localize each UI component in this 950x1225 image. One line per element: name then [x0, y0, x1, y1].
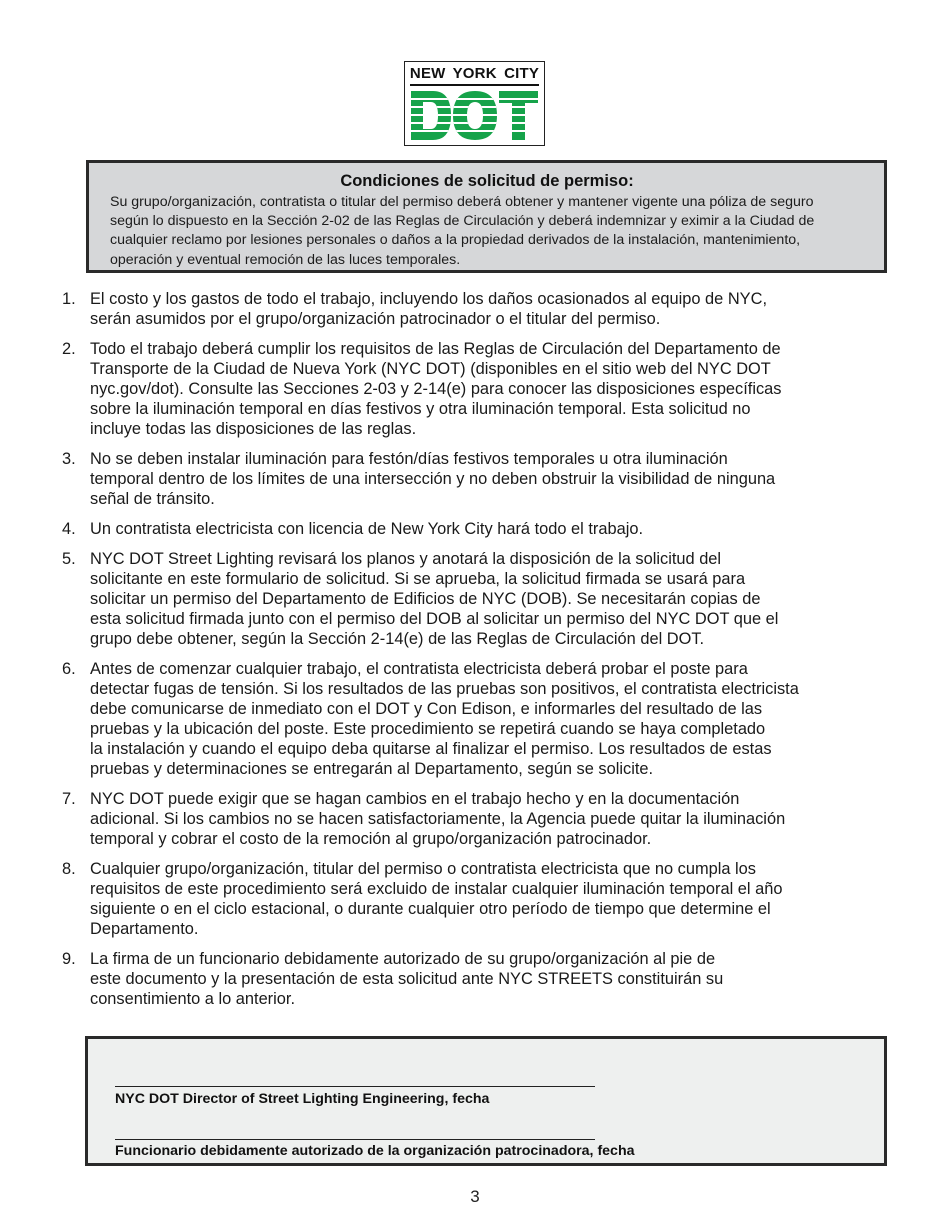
- list-item: [62, 659, 892, 779]
- list-item: [62, 289, 892, 329]
- director-signature-label: NYC DOT Director of Street Lighting Engineering, fecha: [115, 1091, 490, 1107]
- list-item-line: nyc.gov/dot). Consulte las Secciones 2-03 y 2-14(e) para conocer las disposiciones específicas: [90, 380, 782, 398]
- list-item-line: temporal y cobrar el costo de la remoción al grupo/organización patrocinador.: [90, 830, 652, 848]
- list-item: [62, 549, 892, 649]
- list-item-line: señal de tránsito.: [90, 490, 215, 508]
- list-item-number: 9.: [62, 950, 76, 968]
- list-item-line: serán asumidos por el grupo/organización patrocinador o el titular del permiso.: [90, 310, 661, 328]
- list-item: [62, 859, 892, 939]
- list-item-number: 8.: [62, 860, 76, 878]
- list-item-line: requisitos de este procedimiento será excluido de instalar cualquier iluminación temporal el año: [90, 880, 783, 898]
- conditions-line: operación y eventual remoción de las luces temporales.: [110, 251, 461, 268]
- list-item: [62, 449, 892, 509]
- permit-conditions-box: [86, 160, 887, 273]
- list-item-line: la instalación y cuando el equipo deba quitarse al finalizar el permiso. Los resultados de estas: [90, 740, 772, 758]
- dot-logo-mark: [409, 89, 540, 142]
- list-item-line: El costo y los gastos de todo el trabajo, incluyendo los daños ocasionados al equipo de NYC,: [90, 290, 767, 308]
- list-item-line: debe comunicarse de inmediato con el DOT y Con Edison, e informarles del resultado de las: [90, 700, 763, 718]
- list-item-line: No se deben instalar iluminación para festón/días festivos temporales u otra iluminación: [90, 450, 728, 468]
- director-signature-line[interactable]: [115, 1086, 595, 1087]
- list-item-line: este documento y la presentación de esta solicitud ante NYC STREETS constituirán su: [90, 970, 724, 988]
- list-item: [62, 789, 892, 849]
- conditions-title: Condiciones de solicitud de permiso:: [340, 172, 634, 190]
- list-item-line: Departamento.: [90, 920, 199, 938]
- logo-rule: [410, 84, 539, 86]
- official-signature-label: Funcionario debidamente autorizado de la organización patrocinadora, fecha: [115, 1143, 635, 1159]
- list-item-line: Transporte de la Ciudad de Nueva York (NYC DOT) (disponibles en el sitio web del NYC DOT: [90, 360, 771, 378]
- list-item-line: temporal dentro de los límites de una intersección y no deben obstruir la visibilidad de ninguna: [90, 470, 776, 488]
- list-item-line: La firma de un funcionario debidamente autorizado de su grupo/organización al pie de: [90, 950, 716, 968]
- conditions-line: Su grupo/organización, contratista o titular del permiso deberá obtener y mantener vigente una póliza de seguro: [110, 194, 814, 210]
- logo-top-text: NEW YORK CITY: [409, 65, 540, 82]
- list-item: [62, 519, 892, 539]
- list-item-line: NYC DOT Street Lighting revisará los planos y anotará la disposición de la solicitud del: [90, 550, 722, 568]
- list-item-line: grupo debe obtener, según la Sección 2-14(e) de las Reglas de Circulación del DOT.: [90, 630, 705, 648]
- list-item-line: Todo el trabajo deberá cumplir los requisitos de las Reglas de Circulación del Departamento de: [90, 340, 781, 358]
- list-item-number: 5.: [62, 550, 76, 568]
- list-item: [62, 339, 892, 439]
- list-item-line: esta solicitud firmada junto con el permiso del DOB al solicitar un permiso del NYC DOT que el: [90, 610, 779, 628]
- list-item-number: 6.: [62, 660, 76, 678]
- list-item-number: 7.: [62, 790, 76, 808]
- page-number: 3: [470, 1187, 480, 1206]
- list-item-number: 2.: [62, 340, 76, 358]
- list-item-number: 3.: [62, 450, 76, 468]
- list-item-line: Un contratista electricista con licencia de New York City hará todo el trabajo.: [90, 520, 644, 538]
- list-item-line: Cualquier grupo/organización, titular del permiso o contratista electricista que no cumpla los: [90, 860, 756, 878]
- list-item-number: 1.: [62, 290, 76, 308]
- list-item-line: incluye todas las disposiciones de las reglas.: [90, 420, 417, 438]
- list-item-line: adicional. Si los cambios no se hacen satisfactoriamente, la Agencia puede quitar la iluminación: [90, 810, 786, 828]
- list-item-line: NYC DOT puede exigir que se hagan cambios en el trabajo hecho y en la documentación: [90, 790, 740, 808]
- list-item-line: consentimiento a lo anterior.: [90, 990, 296, 1008]
- official-signature-line[interactable]: [115, 1139, 595, 1140]
- list-item-line: pruebas y determinaciones se entregarán al Departamento, según se solicite.: [90, 760, 654, 778]
- list-item-line: solicitar un permiso del Departamento de Edificios de NYC (DOB). Se necesitarán copias de: [90, 590, 761, 608]
- list-item-line: detectar fugas de tensión. Si los resultados de las pruebas son positivos, el contratista electricista: [90, 680, 799, 698]
- conditions-line: según lo dispuesto en la Sección 2-02 de las Reglas de Circulación y deberá indemnizar y eximir a la Ciudad de: [110, 213, 815, 230]
- list-item-line: Antes de comenzar cualquier trabajo, el contratista electricista deberá probar el poste para: [90, 660, 748, 678]
- dot-letters: [409, 89, 540, 142]
- requirements-list: [62, 289, 892, 1019]
- nyc-dot-logo: [404, 61, 545, 146]
- signature-box: [85, 1036, 887, 1166]
- list-item-line: siguiente o en el ciclo estacional, o durante cualquier otro período de tiempo que determine el: [90, 900, 771, 918]
- list-item-number: 4.: [62, 520, 76, 538]
- list-item-line: sobre la iluminación temporal en días festivos y otra iluminación temporal. Esta solicitud no: [90, 400, 751, 418]
- list-item-line: pruebas y la ubicación del poste. Este procedimiento se repetirá cuando se haya completado: [90, 720, 766, 738]
- conditions-body: [110, 193, 864, 270]
- list-item-line: solicitante en este formulario de solicitud. Si se aprueba, la solicitud firmada se usará para: [90, 570, 746, 588]
- conditions-line: cualquier reclamo por lesiones personales o daños a la propiedad derivados de la instalación, mantenimiento,: [110, 232, 801, 249]
- list-item: [62, 949, 892, 1009]
